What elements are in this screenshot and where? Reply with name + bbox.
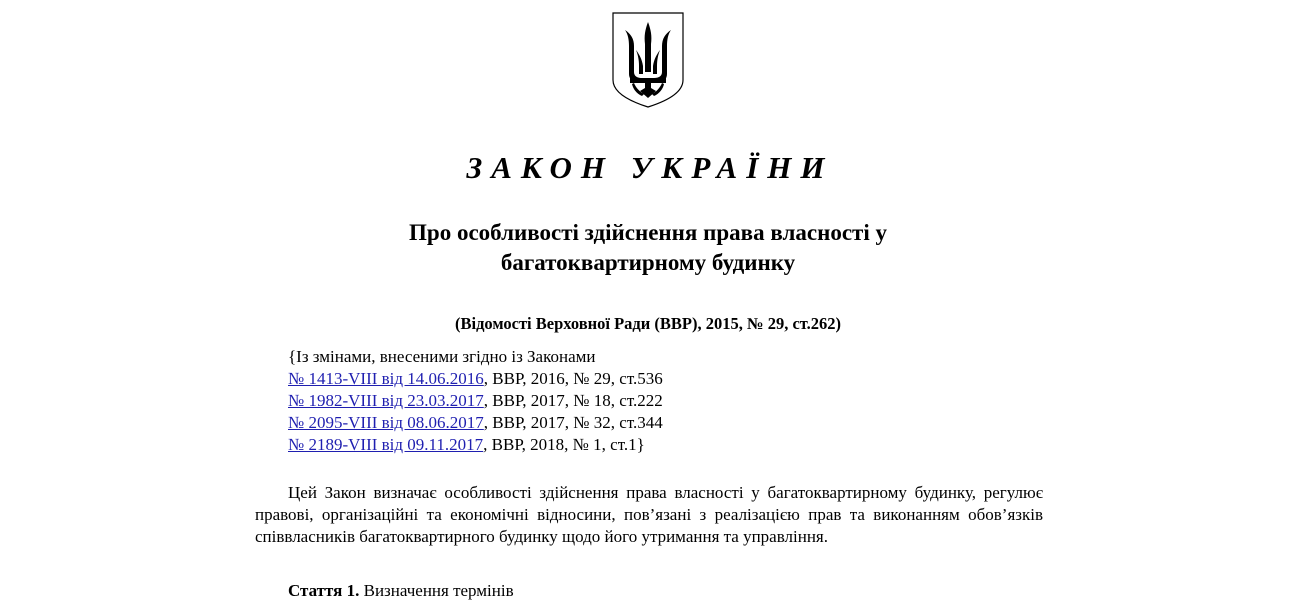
amendment-link[interactable]: № 2095-VIII від 08.06.2017 (288, 413, 484, 432)
amendment-link[interactable]: № 2189-VIII від 09.11.2017 (288, 435, 484, 454)
amendment-link[interactable]: № 1982-VIII від 23.03.2017 (288, 391, 484, 410)
coat-of-arms-icon (612, 12, 684, 108)
law-title-line: багатоквартирному будинку (500, 250, 796, 275)
amendment-reference: , ВВР, 2017, № 32, ст.344 (483, 413, 663, 432)
preamble-paragraph: Цей Закон визначає особливості здійснення права власності у багатоквартирному будинку, регулює правові, організаційні та економічні відносини, пов’язані з реалізацією прав та виконанням обов’язків співвласників багатоквартирного будинку щодо його утримання та управління. (255, 483, 1043, 546)
amendment-link[interactable]: № 1413-VIII від 14.06.2016 (288, 369, 484, 388)
amendment-row (288, 368, 663, 390)
amendments-list (288, 346, 663, 456)
amendment-row (288, 412, 663, 434)
law-title (300, 218, 996, 278)
law-type-heading: ЗАКОН УКРАЇНИ (466, 150, 834, 185)
article-number: Стаття 1. (288, 581, 360, 600)
amendment-reference: , ВВР, 2016, № 29, ст.536 (483, 369, 663, 388)
amendment-reference: , ВВР, 2017, № 18, ст.222 (483, 391, 663, 410)
article-title: Визначення термінів (359, 581, 514, 600)
amendment-row (288, 390, 663, 412)
amendments-intro: {Із змінами, внесеними згідно із Законами (288, 347, 596, 366)
amendment-reference: , ВВР, 2018, № 1, ст.1} (483, 435, 645, 454)
article-heading (288, 580, 514, 602)
law-source-reference: (Відомості Верховної Ради (ВВР), 2015, № 29, ст.262) (454, 314, 842, 333)
law-title-line: Про особливості здійснення права власності у (409, 220, 887, 245)
amendment-row (288, 434, 663, 456)
